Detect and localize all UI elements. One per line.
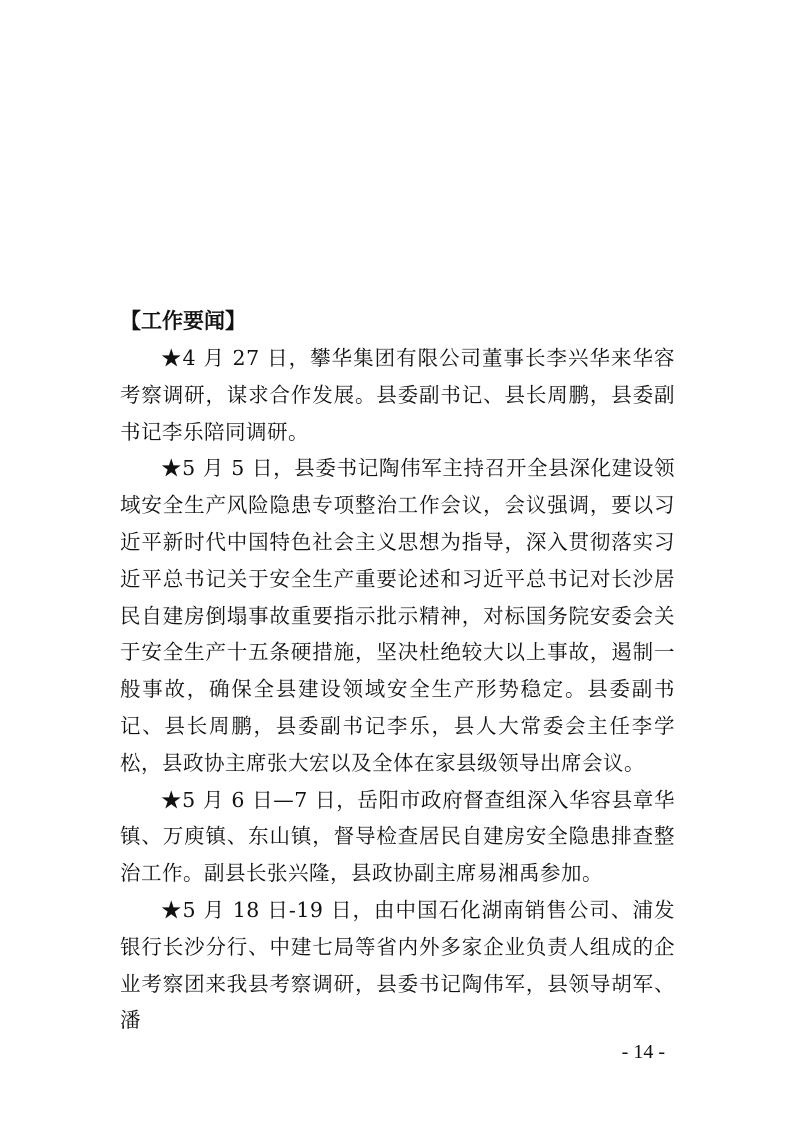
news-item-1: ★4 月 27 日，攀华集团有限公司董事长李兴华来华容考察调研，谋求合作发展。县委副书记、县长周鹏，县委副书记李乐陪同调研。: [120, 346, 675, 444]
page-content: [120, 303, 675, 1039]
section-heading: 【工作要闻】: [120, 309, 246, 333]
news-item-3: ★5 月 6 日—7 日，岳阳市政府督查组深入华容县章华镇、万庾镇、东山镇，督导检查居民自建房安全隐患排查整治工作。副县长张兴隆，县政协副主席易湘禹参加。: [120, 787, 675, 886]
news-item-4: ★5 月 18 日-19 日，由中国石化湖南销售公司、浦发银行长沙分行、中建七局等省内外多家企业负责人组成的企业考察团来我县考察调研，县委书记陶伟军，县领导胡军、潘: [120, 897, 675, 1033]
page-number: - 14 -: [621, 1041, 665, 1063]
news-item-2: ★5 月 5 日，县委书记陶伟军主持召开全县深化建设领域安全生产风险隐患专项整治工作会议，会议强调，要以习近平新时代中国特色社会主义思想为指导，深入贯彻落实习近平总书记关于安全生产重要论述和习近平总书记对长沙居民自建房倒塌事故重要指示批示精神，对标国务院安委会关于安全生产十五条硬措施，坚决杜绝较大以上事故，遏制一般事故，确保全县建设领域安全生产形势稳定。县委副书记、县长周鹏，县委副书记李乐，县人大常委会主任李学松，县政协主席张大宏以及全体在家县级领导出席会议。: [120, 456, 675, 775]
